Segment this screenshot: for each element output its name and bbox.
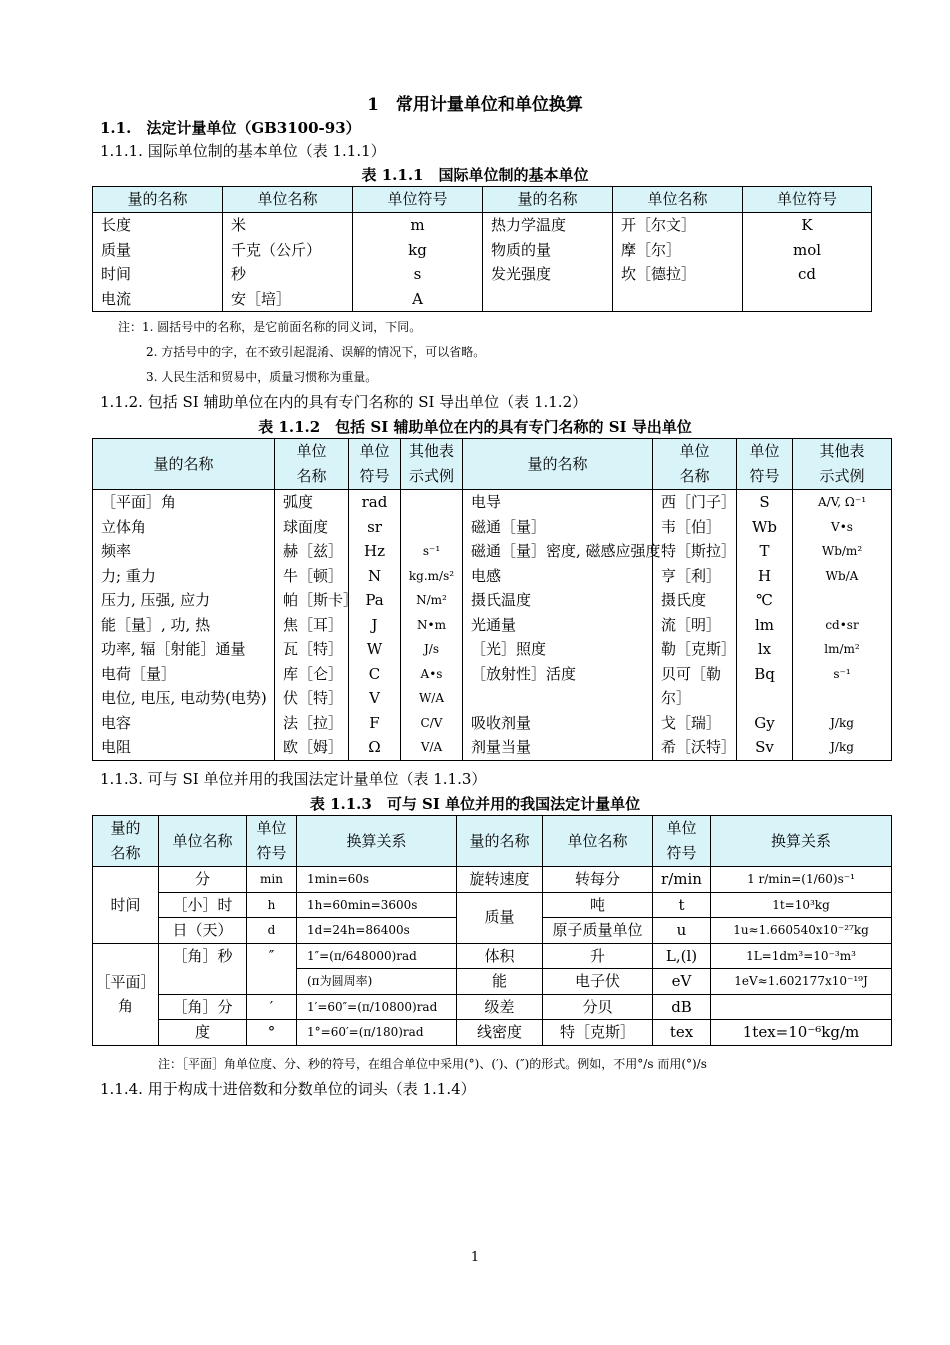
table-cell: 伏［特］ xyxy=(275,686,349,711)
page-number: 1 xyxy=(470,1250,480,1265)
table-cell: 电流 xyxy=(93,287,223,312)
table-cell: ′ xyxy=(247,994,297,1020)
table3-header-qty xyxy=(93,816,159,867)
table-cell xyxy=(793,588,892,613)
table-cell: kg xyxy=(353,238,483,263)
table-cell: min xyxy=(247,867,297,893)
table2-header-symbol xyxy=(349,439,401,490)
table-cell: 1h=60min=3600s xyxy=(297,892,457,918)
table-cell: 摩［尔］ xyxy=(613,238,743,263)
table2-caption: 表 1.1.2 包括 SI 辅助单位在内的具有专门名称的 SI 导出单位 xyxy=(258,418,692,436)
table-cell: 力; 重力 xyxy=(93,564,275,589)
table-cell: 戈［瑞］ xyxy=(653,711,737,736)
table-cell: 能 xyxy=(457,969,543,995)
header-line: 单位 xyxy=(666,819,697,837)
table-cell: 电容 xyxy=(93,711,275,736)
table-cell: W/A xyxy=(401,686,463,711)
table3-note: 注：［平面］角单位度、分、秒的符号，在组合单位中采用(°)、(′)、(″)的形式。例如，不用°/s 而用(°)/s xyxy=(158,1057,707,1071)
table-cell: 贝可［勒 xyxy=(653,662,737,687)
table1-header: 单位符号 xyxy=(743,187,872,213)
table-cell: t xyxy=(653,892,711,918)
table-cell: Gy xyxy=(737,711,793,736)
table-cell: L,(l) xyxy=(653,943,711,969)
mass-label: 质量 xyxy=(457,892,543,943)
table-cell: W xyxy=(349,637,401,662)
table1-header: 单位名称 xyxy=(613,187,743,213)
section-heading-1-1: 1.1. 法定计量单位（GB3100-93） xyxy=(100,119,361,137)
base-units-table xyxy=(92,186,872,312)
table-cell: 分贝 xyxy=(543,994,653,1020)
table-cell: T xyxy=(737,539,793,564)
table-cell: 频率 xyxy=(93,539,275,564)
table-row xyxy=(93,213,872,238)
table-cell: 长度 xyxy=(93,213,223,238)
table-cell: Hz xyxy=(349,539,401,564)
table-row xyxy=(93,588,892,613)
table-row xyxy=(93,539,892,564)
table3-header-symbol xyxy=(653,816,711,867)
table-cell: lm/m² xyxy=(793,637,892,662)
table-cell: 物质的量 xyxy=(483,238,613,263)
table-cell: Bq xyxy=(737,662,793,687)
table-cell: (π为圆周率) xyxy=(297,969,457,995)
table-cell: ° xyxy=(247,1020,297,1046)
angle-label-line: ［平面］ xyxy=(95,973,156,991)
table-cell: 特［斯拉］ xyxy=(653,539,737,564)
table-cell: V•s xyxy=(793,515,892,540)
table1-note: 注：1. 圆括号中的名称，是它前面名称的同义词，下同。 xyxy=(118,320,422,334)
table-row xyxy=(93,943,892,969)
table-row xyxy=(93,238,872,263)
header-line: 名称 xyxy=(679,467,710,485)
time-label: 时间 xyxy=(93,867,159,944)
table-cell: N•m xyxy=(401,613,463,638)
table-cell: 瓦［特］ xyxy=(275,637,349,662)
table-cell: 体积 xyxy=(457,943,543,969)
table-cell: 欧［姆］ xyxy=(275,735,349,760)
table-cell: 吨 xyxy=(543,892,653,918)
table-cell: mol xyxy=(743,238,872,263)
table3-header-qty: 量的名称 xyxy=(457,816,543,867)
header-line: 量的 xyxy=(110,819,141,837)
table-cell: s⁻¹ xyxy=(401,539,463,564)
table3-header-conversion: 换算关系 xyxy=(297,816,457,867)
table-cell: 安［培］ xyxy=(223,287,353,312)
header-line: 单位 xyxy=(679,442,710,460)
table-cell xyxy=(483,287,613,312)
table-cell: sr xyxy=(349,515,401,540)
table-cell: r/min xyxy=(653,867,711,893)
table-cell: H xyxy=(737,564,793,589)
table-cell: 千克（公斤） xyxy=(223,238,353,263)
table-row xyxy=(93,1020,892,1046)
table-cell: 1t=10³kg xyxy=(711,892,892,918)
header-line: 名称 xyxy=(296,467,327,485)
section-heading-1-1-1: 1.1.1. 国际单位制的基本单位（表 1.1.1） xyxy=(100,142,386,160)
table-cell: 光通量 xyxy=(463,613,653,638)
table-row xyxy=(93,867,892,893)
table3-header-unit: 单位名称 xyxy=(159,816,247,867)
table-cell: 功率, 辐［射能］通量 xyxy=(93,637,275,662)
table2-header-symbol xyxy=(737,439,793,490)
table-cell: h xyxy=(247,892,297,918)
section-heading-1-1-4: 1.1.4. 用于构成十进倍数和分数单位的词头（表 1.1.4） xyxy=(100,1080,476,1098)
table-cell: J xyxy=(349,613,401,638)
table-row xyxy=(93,287,872,312)
table-cell: A/V, Ω⁻¹ xyxy=(793,490,892,515)
table-cell xyxy=(711,994,892,1020)
table-cell: C/V xyxy=(401,711,463,736)
table-cell xyxy=(737,686,793,711)
table-cell: 摄氏温度 xyxy=(463,588,653,613)
header-line: 符号 xyxy=(359,467,390,485)
table-cell: V/A xyxy=(401,735,463,760)
table2-header-example xyxy=(401,439,463,490)
table-cell: 磁通［量］ xyxy=(463,515,653,540)
table3-header-conversion: 换算关系 xyxy=(711,816,892,867)
table-row xyxy=(93,515,892,540)
header-line: 示式例 xyxy=(819,467,865,485)
table-cell: 旋转速度 xyxy=(457,867,543,893)
table-row xyxy=(93,490,892,515)
header-line: 示式例 xyxy=(408,467,454,485)
table-cell: kg.m/s² xyxy=(401,564,463,589)
table-cell: 亨［利］ xyxy=(653,564,737,589)
header-line: 其他表 xyxy=(408,442,454,460)
table-cell: 西［门子］ xyxy=(653,490,737,515)
section-heading-1-1-2: 1.1.2. 包括 SI 辅助单位在内的具有专门名称的 SI 导出单位（表 1.1.2） xyxy=(100,393,588,411)
table2-body xyxy=(93,490,892,761)
table-cell: 希［沃特］ xyxy=(653,735,737,760)
table-cell: lm xyxy=(737,613,793,638)
table1-note: 2. 方括号中的字，在不致引起混淆、误解的情况下，可以省略。 xyxy=(146,345,486,359)
table-cell: ［角］分 xyxy=(159,994,247,1020)
table-cell xyxy=(401,490,463,515)
table2-header-qty: 量的名称 xyxy=(463,439,653,490)
table-cell: s⁻¹ xyxy=(793,662,892,687)
table-cell: 能［量］, 功, 热 xyxy=(93,613,275,638)
table-cell: K xyxy=(743,213,872,238)
table-cell: Sv xyxy=(737,735,793,760)
table-cell: V xyxy=(349,686,401,711)
table1-note: 3. 人民生活和贸易中，质量习惯称为重量。 xyxy=(146,370,378,384)
table-cell: F xyxy=(349,711,401,736)
table-cell: 升 xyxy=(543,943,653,969)
table-cell: J/kg xyxy=(793,711,892,736)
table-cell xyxy=(463,686,653,711)
table-cell: 帕［斯卡］ xyxy=(275,588,349,613)
table-cell: 球面度 xyxy=(275,515,349,540)
table-cell: 时间 xyxy=(93,262,223,287)
table-cell: 焦［耳］ xyxy=(275,613,349,638)
table1-header: 量的名称 xyxy=(93,187,223,213)
table-row xyxy=(93,637,892,662)
table-cell: ″ xyxy=(247,943,297,994)
table-cell: 线密度 xyxy=(457,1020,543,1046)
table-cell: Wb/A xyxy=(793,564,892,589)
table-cell: 法［拉］ xyxy=(275,711,349,736)
table-cell: 开［尔文］ xyxy=(613,213,743,238)
header-line: 单位 xyxy=(296,442,327,460)
table2-header-unit xyxy=(653,439,737,490)
table-cell: 特［克斯］ xyxy=(543,1020,653,1046)
table-cell: 立体角 xyxy=(93,515,275,540)
table-cell: dB xyxy=(653,994,711,1020)
table-cell: 流［明］ xyxy=(653,613,737,638)
table-row xyxy=(93,735,892,760)
header-line: 单位 xyxy=(256,819,287,837)
header-line: 符号 xyxy=(666,844,697,862)
table-cell: 米 xyxy=(223,213,353,238)
table-cell: 剂量当量 xyxy=(463,735,653,760)
table-cell: m xyxy=(353,213,483,238)
page-title: 1 常用计量单位和单位换算 xyxy=(367,95,583,115)
table2-header-example xyxy=(793,439,892,490)
header-line: 其他表 xyxy=(819,442,865,460)
table-cell: 弧度 xyxy=(275,490,349,515)
table-cell: tex xyxy=(653,1020,711,1046)
table-cell: 热力学温度 xyxy=(483,213,613,238)
header-line: 单位 xyxy=(749,442,780,460)
header-line: 名称 xyxy=(110,844,141,862)
table-cell xyxy=(793,686,892,711)
table-cell: 日（天） xyxy=(159,918,247,944)
table-cell xyxy=(401,515,463,540)
table-row xyxy=(93,686,892,711)
table-cell: 牛［顿］ xyxy=(275,564,349,589)
table-cell: 质量 xyxy=(93,238,223,263)
table-cell: Wb xyxy=(737,515,793,540)
table-cell: lx xyxy=(737,637,793,662)
table3-caption: 表 1.1.3 可与 SI 单位并用的我国法定计量单位 xyxy=(309,795,641,813)
table-cell: ［小］时 xyxy=(159,892,247,918)
table-cell: 级差 xyxy=(457,994,543,1020)
table-cell: eV xyxy=(653,969,711,995)
table-cell: J/kg xyxy=(793,735,892,760)
table-cell: 1°=60′=(π/180)rad xyxy=(297,1020,457,1046)
table-cell: 电荷［量］ xyxy=(93,662,275,687)
table-cell: 勒［克斯］ xyxy=(653,637,737,662)
table-cell: 1 r/min=(1/60)s⁻¹ xyxy=(711,867,892,893)
table1-header-row xyxy=(93,187,872,213)
table-row xyxy=(93,262,872,287)
table-cell: A•s xyxy=(401,662,463,687)
header-line: 符号 xyxy=(256,844,287,862)
table3-header-row xyxy=(93,816,892,867)
table-cell: ［光］照度 xyxy=(463,637,653,662)
table1-header: 单位名称 xyxy=(223,187,353,213)
table-row xyxy=(93,662,892,687)
table-cell: A xyxy=(353,287,483,312)
table-row xyxy=(93,564,892,589)
table-cell: 1′=60″=(π/10800)rad xyxy=(297,994,457,1020)
table-cell: 坎［德拉］ xyxy=(613,262,743,287)
table-cell: s xyxy=(353,262,483,287)
table-cell: 转每分 xyxy=(543,867,653,893)
derived-units-table xyxy=(92,438,892,761)
table3-header-symbol xyxy=(247,816,297,867)
non-si-units-table xyxy=(92,815,892,1046)
table-cell: 秒 xyxy=(223,262,353,287)
table-cell: 尔］ xyxy=(653,686,737,711)
table-cell xyxy=(613,287,743,312)
table-cell: S xyxy=(737,490,793,515)
table-cell: 1min=60s xyxy=(297,867,457,893)
table-cell: 电阻 xyxy=(93,735,275,760)
angle-label-line: 角 xyxy=(117,997,133,1015)
table-cell: Pa xyxy=(349,588,401,613)
header-line: 单位 xyxy=(359,442,390,460)
table-cell: ［放射性］活度 xyxy=(463,662,653,687)
table-cell: d xyxy=(247,918,297,944)
table-cell: 1d=24h=86400s xyxy=(297,918,457,944)
table-cell: 原子质量单位 xyxy=(543,918,653,944)
table-cell: 电感 xyxy=(463,564,653,589)
table-row xyxy=(93,711,892,736)
table-cell: cd•sr xyxy=(793,613,892,638)
table-cell: 1u≈1.660540x10⁻²⁷kg xyxy=(711,918,892,944)
table-cell: rad xyxy=(349,490,401,515)
table-cell: cd xyxy=(743,262,872,287)
table2-header-unit xyxy=(275,439,349,490)
table-cell: Wb/m² xyxy=(793,539,892,564)
header-line: 符号 xyxy=(749,467,780,485)
table1-caption: 表 1.1.1 国际单位制的基本单位 xyxy=(361,166,589,184)
table-cell: ［角］秒 xyxy=(159,943,247,994)
table-cell: 吸收剂量 xyxy=(463,711,653,736)
section-heading-1-1-3: 1.1.3. 可与 SI 单位并用的我国法定计量单位（表 1.1.3） xyxy=(100,770,487,788)
table-cell: 度 xyxy=(159,1020,247,1046)
table-cell: 电位, 电压, 电动势(电势) xyxy=(93,686,275,711)
table-cell xyxy=(743,287,872,312)
table-cell: 赫［兹］ xyxy=(275,539,349,564)
table-cell: ［平面］角 xyxy=(93,490,275,515)
table-cell: 1″=(π/648000)rad xyxy=(297,943,457,969)
table1-header: 量的名称 xyxy=(483,187,613,213)
table-cell: ℃ xyxy=(737,588,793,613)
table-cell: u xyxy=(653,918,711,944)
table-row xyxy=(93,613,892,638)
table-cell: 电导 xyxy=(463,490,653,515)
table-cell: C xyxy=(349,662,401,687)
table-cell: 1eV≈1.602177x10⁻¹⁹J xyxy=(711,969,892,995)
table-cell: N xyxy=(349,564,401,589)
table2-header-qty: 量的名称 xyxy=(93,439,275,490)
table3-header-unit: 单位名称 xyxy=(543,816,653,867)
table-cell: J/s xyxy=(401,637,463,662)
table-cell: Ω xyxy=(349,735,401,760)
table-cell: 1L=1dm³=10⁻³m³ xyxy=(711,943,892,969)
angle-label xyxy=(93,943,159,1045)
table-cell: 磁通［量］密度, 磁感应强度 xyxy=(463,539,653,564)
table-cell: 压力, 压强, 应力 xyxy=(93,588,275,613)
table-cell: N/m² xyxy=(401,588,463,613)
table-cell: 1tex=10⁻⁶kg/m xyxy=(711,1020,892,1046)
table2-header-row xyxy=(93,439,892,490)
table-cell: 韦［伯］ xyxy=(653,515,737,540)
table-row xyxy=(93,994,892,1020)
table-cell: 电子伏 xyxy=(543,969,653,995)
table1-header: 单位符号 xyxy=(353,187,483,213)
table-cell: 分 xyxy=(159,867,247,893)
table-cell: 发光强度 xyxy=(483,262,613,287)
table-cell: 库［仑］ xyxy=(275,662,349,687)
table-row xyxy=(93,892,892,918)
table-cell: 摄氏度 xyxy=(653,588,737,613)
